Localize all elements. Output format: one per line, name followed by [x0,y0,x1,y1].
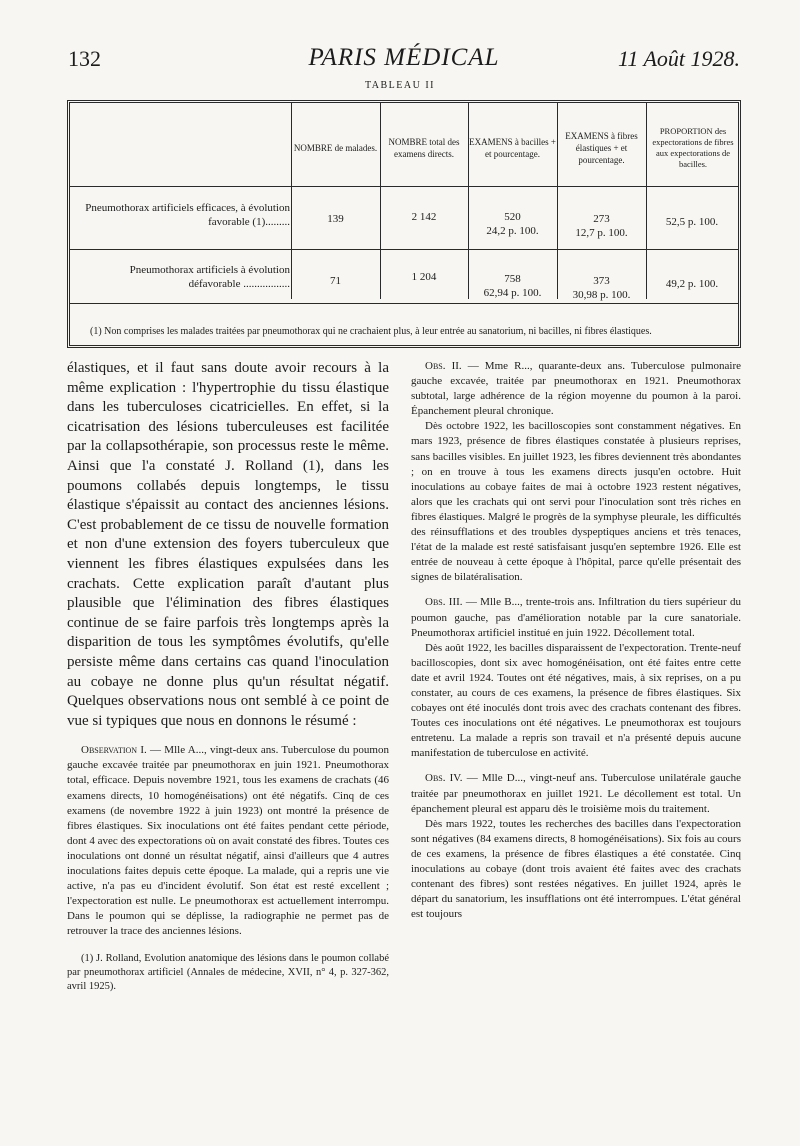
table-cell: 373 [593,275,610,287]
table-note: (1) Non comprises les malades traitées par pneumothorax qui ne crachaient plus, à leur entrée au sanatorium, ni bacilles, ni fibres élastiques. [90,326,652,337]
table-cell: 30,98 p. 100. [572,289,631,301]
observation-1-text: — Mlle A..., vingt-deux ans. Tuberculose du poumon gauche excavée traitée par pneumothorax en juin 1921. Pneumothorax total, efficace. Depuis novembre 1921, tous les examens de crachats (46 examens directs, 10 homogénéisations) ont été négatifs. Cinq de ces examens (de novembre 1922 à juin 1923) ont montré la présence de fibres élastiques. Six inoculations ont été faites pendant cette période, dont 4 avec des expectorations où on avait constaté des fibres. Toutes ces inoculations ont donné un résultat négatif, ainsi d'ailleurs que 4 autres inoculations faites depuis cette époque. La malade, qui a repris une vie active, n'a pas eu d'incident évolutif. Son état est resté excellent ; l'expectoration est nulle. Le pneumothorax est actuellement interrompu. Dans le poumon qui se déplisse, la radiographie ne permet pas de retrouver la trace des anciennes lésions. [67,744,389,938]
table-cell: 520 [504,211,521,223]
table-header-bacilles: EXAMENS à bacilles + et pourcentage. [469,137,556,159]
observation-2-body: Dès octobre 1922, les bacilloscopies sont constamment négatives. En mars 1923, présence de fibres élastiques constatée à plusieurs reprises, sans bacilles visibles. En juillet 1923, les fibres deviennent très abondantes ; on en trouve à tous les examens directs jusqu'en octobre. Huit inoculations au cobaye faites de mai à octobre 1923 restent négatives, alors que les crachats qui ont servi pour l'inoculation sont très riches en fibres élastiques. Malgré le progrès de la symphyse pleurale, les difficultés des réinsufflations et des troubles dyspeptiques anciens et très tenaces, l'état de la malade est resté satisfaisant jusqu'en septembre 1926. Elle est entrée de nouveau à cette époque à l'hôpital, parce qu'elle présentait des signes de bilatéralisation. [411,420,741,584]
observation-1 [67,743,389,939]
observation-3-heading: Obs. III. [425,596,463,609]
table-header-fibres: EXAMENS à fibres élastiques + et pourcentage. [565,131,638,165]
table-cell: 2 142 [411,211,437,223]
observation-4-body: Dès mars 1922, toutes les recherches des bacilles dans l'expectoration sont négatives (84 examens directs, 8 homogénéisations). Six fois au cours de ces examens, la présence de fibres élastiques a été constatée. Cinq inoculations au cobaye (dont trois avaient été faites avec des crachats contenant des fibres) sont restées négatives. En juillet 1924, après le départ du sanatorium, les insufflations ont été interrompues. L'état général est toujours [411,817,741,921]
issue-date: 11 Août 1928. [617,46,740,71]
table-cell: 49,2 p. 100. [665,278,719,290]
observation-3-text: — Mlle B..., trente-trois ans. Infiltration du tiers supérieur du poumon gauche, pas d'amélioration notable par la cure sanatoriale. Pneumothorax artificiel institué en juin 1922. Décollement total. [411,596,742,639]
table-cell: 62,94 p. 100. [483,287,542,299]
observation-3-body: Dès août 1922, les bacilles disparaissent de l'expectoration. Trente-neuf bacilloscopies, dont six avec homogénéisation, ont été faites entre cette date et avril 1924. Toutes ont été négatives, mais, à six reprises, on a pu constater, au cours de ces examens, la présence de fibres élastiques. Six cobayes ont été inoculés dont trois avec des crachats contenant des fibres. Toutes ces inoculations ont été négatives. Le pneumothorax est toujours entretenu. La malade a repris son travail et n'a présenté depuis aucune manifestation de tuberculose en activité. [411,641,741,760]
footnote: (1) J. Rolland, Evolution anatomique des lésions dans le poumon collabé par pneumothorax artificiel (Annales de médecine, XVII, n° 4, p. 327-362, avril 1925). [67,952,389,992]
table-header-examens: NOMBRE total des examens directs. [388,137,460,159]
table-cell: 71 [330,275,341,287]
table-cell: 758 [504,273,521,285]
table-cell: 273 [593,213,610,225]
table-cell: 24,2 p. 100. [486,225,539,237]
observation-3-intro [411,595,741,640]
observation-4-text: — Mlle D..., vingt-neuf ans. Tuberculose unilatérale gauche traitée par pneumothorax en juillet 1921. Le décollement est total. Un épanchement pleural est apparu dès le troisième mois du traitement. [411,772,741,815]
intro-paragraph: élastiques, et il faut sans doute avoir recours à la même explication : l'hypertrophie du tissu élastique dans les tuberculoses cicatricielles. En effet, si la cicatrisation des lésions tuberculeuses est facilitée par la collapsothérapie, son processus reste le même. Ainsi que l'a constaté J. Rolland (1), dans les poumons collabés depuis longtemps, le tissu élastique s'épaissit au contact des anciennes lésions. C'est probablement de ce tissu de nouvelle formation et non d'une extension des foyers tuberculeux que viennent les fibres élastiques expulsées dans les crachats. Cette explication paraît d'autant plus plausible que l'élimination des fibres élastiques continue de se faire parfois très longtemps après la disparition de tous les symptômes évolutifs, qu'elle persiste même dans certains cas quand l'inoculation au cobaye ne donne plus qu'un résultat négatif. Quelques observations nous ont semblé à ce point de vue si typiques que nous en donnons le résumé : [67,360,389,729]
table-row-label: Pneumothorax artificiels efficaces, à évolution favorable (1)......... [85,202,290,228]
page-number: 132 [68,46,101,71]
table-header-proportion: PROPORTION des expectorations de fibres aux expectorations de bacilles. [652,126,734,169]
table-header-malades: NOMBRE de malades. [293,143,378,153]
table-cell: 139 [327,213,344,225]
journal-title: PARIS MÉDICAL [308,44,500,71]
page-header [68,44,740,80]
observation-4-intro [411,771,741,816]
observation-2-text: — Mme R..., quarante-deux ans. Tuberculose pulmonaire gauche excavée, traitée par pneumothorax en 1921. Pneumothorax subtotal, large adhérence de la région moyenne du poumon à la paroi. Épanchement pleural chronique. [411,360,741,418]
observation-2-intro [411,359,741,419]
left-column [67,359,389,994]
table-cell: 52,5 p. 100. [665,216,719,228]
right-column [411,359,741,922]
observation-2-heading: Obs. II. [425,360,462,372]
table-cell: 12,7 p. 100. [575,227,628,239]
observation-4-heading: Obs. IV. [425,772,463,785]
table-cell: 1 204 [411,271,437,283]
observation-1-heading: Observation I. [81,744,147,757]
table-label: TABLEAU II [364,80,436,91]
table-row-label: Pneumothorax artificiels à évolution défavorable ................. [129,264,290,290]
data-table [67,100,741,348]
